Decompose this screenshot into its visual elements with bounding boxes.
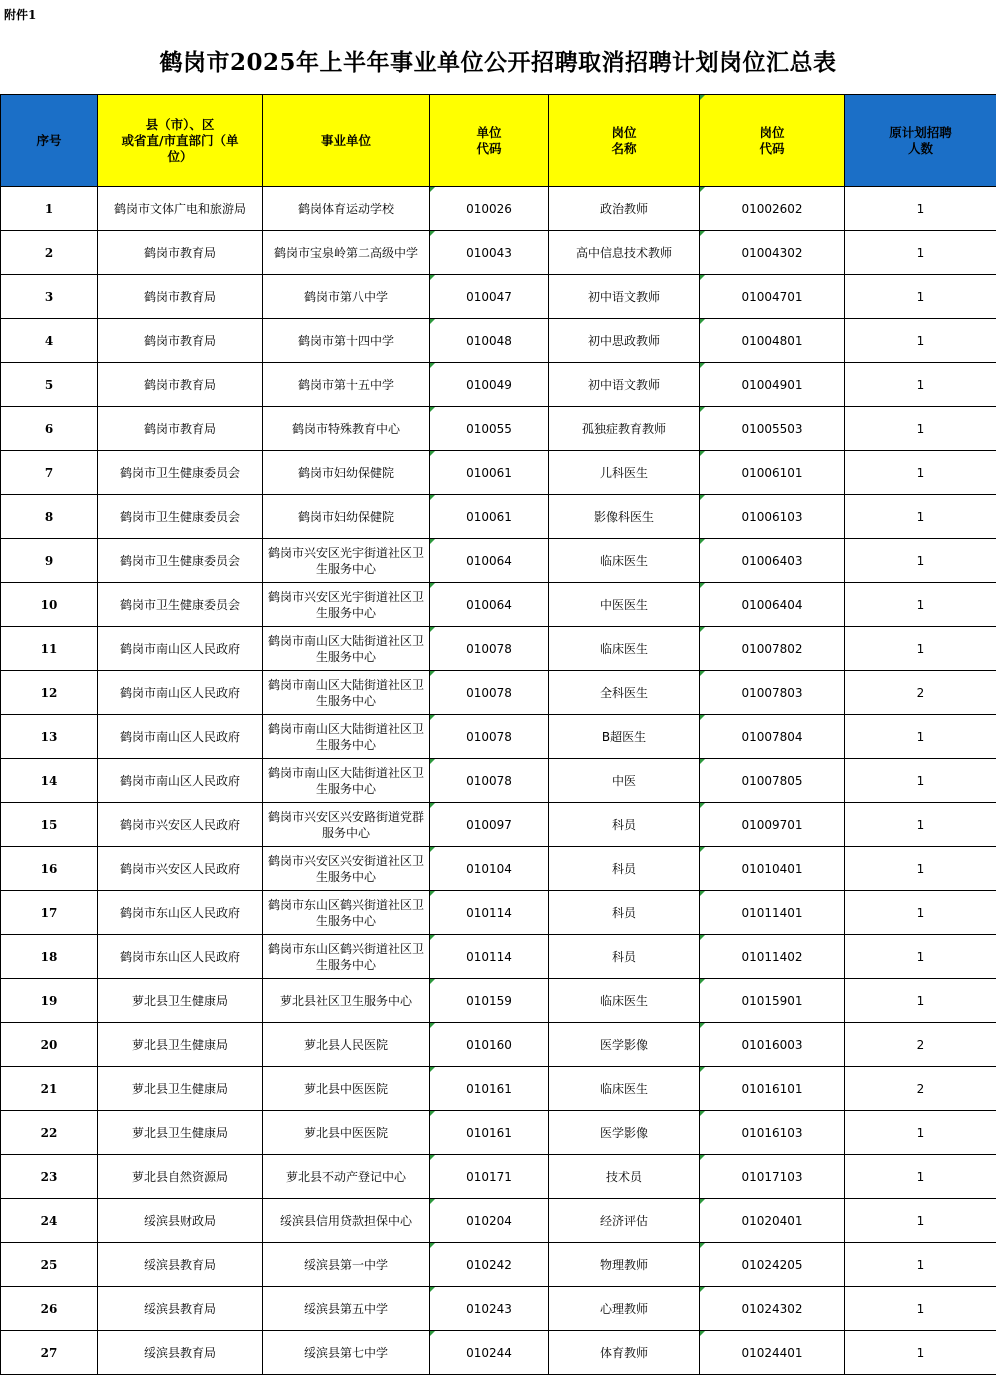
row-unit: 萝北县人民医院 — [263, 1023, 430, 1067]
table-row — [1, 759, 996, 803]
row-unit-code: 010043 — [430, 231, 549, 275]
row-planned: 1 — [845, 1199, 996, 1243]
row-unit-code: 010049 — [430, 363, 549, 407]
row-unit-code: 010161 — [430, 1067, 549, 1111]
row-planned: 1 — [845, 803, 996, 847]
row-unit: 鹤岗市兴安区兴安路街道党群服务中心 — [263, 803, 430, 847]
row-index: 12 — [1, 671, 98, 715]
table-row — [1, 847, 996, 891]
row-planned: 1 — [845, 847, 996, 891]
row-post-name: 临床医生 — [549, 627, 700, 671]
row-planned: 1 — [845, 319, 996, 363]
row-post-name: 初中思政教师 — [549, 319, 700, 363]
row-post-code: 01006103 — [700, 495, 845, 539]
row-unit: 鹤岗市南山区大陆街道社区卫生服务中心 — [263, 715, 430, 759]
row-unit: 萝北县中医医院 — [263, 1067, 430, 1111]
row-index: 2 — [1, 231, 98, 275]
row-index: 27 — [1, 1331, 98, 1375]
row-post-code: 01007804 — [700, 715, 845, 759]
row-post-code: 01007802 — [700, 627, 845, 671]
table-row — [1, 495, 996, 539]
row-post-code: 01004901 — [700, 363, 845, 407]
row-department: 鹤岗市兴安区人民政府 — [98, 847, 263, 891]
table-row — [1, 1287, 996, 1331]
row-post-name: 科员 — [549, 891, 700, 935]
row-post-name: 初中语文教师 — [549, 275, 700, 319]
row-unit-code: 010097 — [430, 803, 549, 847]
row-index: 24 — [1, 1199, 98, 1243]
attachment-label: 附件1 — [4, 8, 37, 22]
table-row — [1, 319, 996, 363]
row-unit-code: 010048 — [430, 319, 549, 363]
header-unit: 事业单位 — [263, 95, 430, 187]
row-unit: 鹤岗市兴安区光宇街道社区卫生服务中心 — [263, 583, 430, 627]
row-department: 鹤岗市卫生健康委员会 — [98, 539, 263, 583]
row-unit: 萝北县中医医院 — [263, 1111, 430, 1155]
row-department: 萝北县卫生健康局 — [98, 1023, 263, 1067]
row-index: 3 — [1, 275, 98, 319]
row-post-code: 01015901 — [700, 979, 845, 1023]
row-post-name: 中医 — [549, 759, 700, 803]
positions-table — [0, 94, 996, 1375]
row-post-name: 全科医生 — [549, 671, 700, 715]
row-department: 鹤岗市卫生健康委员会 — [98, 495, 263, 539]
row-index: 1 — [1, 187, 98, 231]
row-post-name: 初中语文教师 — [549, 363, 700, 407]
row-planned: 1 — [845, 979, 996, 1023]
row-planned: 1 — [845, 759, 996, 803]
row-post-name: 心理教师 — [549, 1287, 700, 1331]
row-department: 鹤岗市卫生健康委员会 — [98, 451, 263, 495]
header-unit-code: 单位 代码 — [430, 95, 549, 187]
row-post-name: 物理教师 — [549, 1243, 700, 1287]
row-post-code: 01024302 — [700, 1287, 845, 1331]
row-index: 21 — [1, 1067, 98, 1111]
table-row — [1, 539, 996, 583]
row-post-code: 01007803 — [700, 671, 845, 715]
row-department: 鹤岗市南山区人民政府 — [98, 759, 263, 803]
row-unit-code: 010114 — [430, 935, 549, 979]
row-department: 萝北县自然资源局 — [98, 1155, 263, 1199]
row-department: 鹤岗市文体广电和旅游局 — [98, 187, 263, 231]
row-planned: 1 — [845, 231, 996, 275]
table-row — [1, 1111, 996, 1155]
row-unit-code: 010078 — [430, 671, 549, 715]
row-department: 鹤岗市南山区人民政府 — [98, 715, 263, 759]
row-planned: 1 — [845, 583, 996, 627]
row-post-code: 01009701 — [700, 803, 845, 847]
row-planned: 1 — [845, 1111, 996, 1155]
row-planned: 1 — [845, 407, 996, 451]
row-planned: 1 — [845, 275, 996, 319]
row-post-code: 01005503 — [700, 407, 845, 451]
row-planned: 1 — [845, 451, 996, 495]
row-unit: 鹤岗市兴安区兴安街道社区卫生服务中心 — [263, 847, 430, 891]
row-post-code: 01010401 — [700, 847, 845, 891]
row-unit-code: 010160 — [430, 1023, 549, 1067]
table-row — [1, 1067, 996, 1111]
table-row — [1, 187, 996, 231]
row-unit-code: 010078 — [430, 627, 549, 671]
row-index: 13 — [1, 715, 98, 759]
row-department: 鹤岗市兴安区人民政府 — [98, 803, 263, 847]
row-planned: 1 — [845, 495, 996, 539]
row-department: 鹤岗市教育局 — [98, 407, 263, 451]
row-post-code: 01011402 — [700, 935, 845, 979]
row-post-name: 科员 — [549, 935, 700, 979]
row-unit: 鹤岗市东山区鹤兴街道社区卫生服务中心 — [263, 891, 430, 935]
row-post-name: 医学影像 — [549, 1111, 700, 1155]
table-row — [1, 275, 996, 319]
row-post-name: 高中信息技术教师 — [549, 231, 700, 275]
row-index: 9 — [1, 539, 98, 583]
row-unit-code: 010244 — [430, 1331, 549, 1375]
header-planned: 原计划招聘 人数 — [845, 95, 996, 187]
row-department: 鹤岗市东山区人民政府 — [98, 891, 263, 935]
row-index: 8 — [1, 495, 98, 539]
row-post-code: 01016003 — [700, 1023, 845, 1067]
header-post-name: 岗位 名称 — [549, 95, 700, 187]
row-index: 18 — [1, 935, 98, 979]
row-unit-code: 010061 — [430, 451, 549, 495]
row-unit-code: 010078 — [430, 715, 549, 759]
row-department: 鹤岗市教育局 — [98, 363, 263, 407]
page-title: 鹤岗市2025年上半年事业单位公开招聘取消招聘计划岗位汇总表 — [159, 49, 837, 76]
row-post-name: 经济评估 — [549, 1199, 700, 1243]
row-post-code: 01011401 — [700, 891, 845, 935]
header-row — [1, 95, 996, 187]
row-post-code: 01020401 — [700, 1199, 845, 1243]
row-unit-code: 010114 — [430, 891, 549, 935]
row-unit-code: 010171 — [430, 1155, 549, 1199]
row-unit: 鹤岗市南山区大陆街道社区卫生服务中心 — [263, 627, 430, 671]
row-unit: 鹤岗市特殊教育中心 — [263, 407, 430, 451]
row-unit-code: 010204 — [430, 1199, 549, 1243]
row-unit: 鹤岗市妇幼保健院 — [263, 451, 430, 495]
row-post-code: 01007805 — [700, 759, 845, 803]
row-planned: 1 — [845, 187, 996, 231]
row-unit-code: 010055 — [430, 407, 549, 451]
row-index: 25 — [1, 1243, 98, 1287]
table-row — [1, 627, 996, 671]
header-index: 序号 — [1, 95, 98, 187]
table-row — [1, 231, 996, 275]
row-planned: 2 — [845, 671, 996, 715]
row-post-code: 01004302 — [700, 231, 845, 275]
row-index: 22 — [1, 1111, 98, 1155]
table-row — [1, 363, 996, 407]
row-index: 17 — [1, 891, 98, 935]
row-department: 鹤岗市卫生健康委员会 — [98, 583, 263, 627]
row-index: 10 — [1, 583, 98, 627]
row-department: 鹤岗市南山区人民政府 — [98, 627, 263, 671]
row-index: 5 — [1, 363, 98, 407]
row-post-code: 01016101 — [700, 1067, 845, 1111]
table-row — [1, 891, 996, 935]
row-unit: 鹤岗市南山区大陆街道社区卫生服务中心 — [263, 759, 430, 803]
table-row — [1, 1155, 996, 1199]
row-planned: 1 — [845, 935, 996, 979]
row-post-name: 临床医生 — [549, 539, 700, 583]
row-post-code: 01017103 — [700, 1155, 845, 1199]
row-index: 14 — [1, 759, 98, 803]
row-index: 23 — [1, 1155, 98, 1199]
row-unit-code: 010064 — [430, 583, 549, 627]
table-row — [1, 407, 996, 451]
row-planned: 1 — [845, 1243, 996, 1287]
row-post-name: 儿科医生 — [549, 451, 700, 495]
row-department: 鹤岗市南山区人民政府 — [98, 671, 263, 715]
row-unit: 绥滨县信用贷款担保中心 — [263, 1199, 430, 1243]
table-row — [1, 451, 996, 495]
row-post-name: 中医医生 — [549, 583, 700, 627]
row-planned: 1 — [845, 1287, 996, 1331]
row-department: 绥滨县教育局 — [98, 1243, 263, 1287]
header-post-code: 岗位 代码 — [700, 95, 845, 187]
row-unit: 鹤岗市东山区鹤兴街道社区卫生服务中心 — [263, 935, 430, 979]
row-unit-code: 010064 — [430, 539, 549, 583]
row-planned: 2 — [845, 1067, 996, 1111]
row-post-name: 政治教师 — [549, 187, 700, 231]
row-post-name: 孤独症教育教师 — [549, 407, 700, 451]
row-index: 20 — [1, 1023, 98, 1067]
row-post-name: 体育教师 — [549, 1331, 700, 1375]
row-planned: 2 — [845, 1023, 996, 1067]
row-planned: 1 — [845, 539, 996, 583]
row-department: 鹤岗市教育局 — [98, 319, 263, 363]
row-unit: 鹤岗市第十四中学 — [263, 319, 430, 363]
row-department: 绥滨县财政局 — [98, 1199, 263, 1243]
row-planned: 1 — [845, 1331, 996, 1375]
row-department: 鹤岗市教育局 — [98, 275, 263, 319]
table-row — [1, 935, 996, 979]
table-row — [1, 1331, 996, 1375]
table-row — [1, 803, 996, 847]
row-unit-code: 010161 — [430, 1111, 549, 1155]
row-unit: 鹤岗市第十五中学 — [263, 363, 430, 407]
row-unit: 绥滨县第七中学 — [263, 1331, 430, 1375]
row-unit: 鹤岗市兴安区光宇街道社区卫生服务中心 — [263, 539, 430, 583]
row-post-name: 科员 — [549, 803, 700, 847]
row-unit-code: 010159 — [430, 979, 549, 1023]
row-index: 11 — [1, 627, 98, 671]
row-department: 萝北县卫生健康局 — [98, 1111, 263, 1155]
row-planned: 1 — [845, 891, 996, 935]
row-post-name: 临床医生 — [549, 1067, 700, 1111]
row-department: 绥滨县教育局 — [98, 1331, 263, 1375]
table-row — [1, 671, 996, 715]
header-department: 县（市）、区 或省直/市直部门（单 位） — [98, 95, 263, 187]
row-department: 萝北县卫生健康局 — [98, 1067, 263, 1111]
row-department: 鹤岗市教育局 — [98, 231, 263, 275]
row-unit: 萝北县不动产登记中心 — [263, 1155, 430, 1199]
table-row — [1, 979, 996, 1023]
row-unit: 鹤岗市第八中学 — [263, 275, 430, 319]
row-unit: 绥滨县第五中学 — [263, 1287, 430, 1331]
table-row — [1, 1243, 996, 1287]
row-post-code: 01006101 — [700, 451, 845, 495]
row-post-code: 01024401 — [700, 1331, 845, 1375]
row-planned: 1 — [845, 715, 996, 759]
row-unit-code: 010078 — [430, 759, 549, 803]
table-row — [1, 715, 996, 759]
row-post-name: 医学影像 — [549, 1023, 700, 1067]
row-department: 鹤岗市东山区人民政府 — [98, 935, 263, 979]
row-unit: 鹤岗市宝泉岭第二高级中学 — [263, 231, 430, 275]
row-planned: 1 — [845, 627, 996, 671]
table-row — [1, 1199, 996, 1243]
row-unit: 绥滨县第一中学 — [263, 1243, 430, 1287]
table-row — [1, 583, 996, 627]
row-post-name: 科员 — [549, 847, 700, 891]
row-post-code: 01016103 — [700, 1111, 845, 1155]
row-planned: 1 — [845, 363, 996, 407]
row-post-code: 01004701 — [700, 275, 845, 319]
row-post-code: 01004801 — [700, 319, 845, 363]
row-post-code: 01002602 — [700, 187, 845, 231]
row-index: 4 — [1, 319, 98, 363]
row-index: 15 — [1, 803, 98, 847]
row-unit: 鹤岗市南山区大陆街道社区卫生服务中心 — [263, 671, 430, 715]
row-index: 6 — [1, 407, 98, 451]
row-unit-code: 010243 — [430, 1287, 549, 1331]
row-unit-code: 010026 — [430, 187, 549, 231]
row-unit: 鹤岗市妇幼保健院 — [263, 495, 430, 539]
row-unit-code: 010242 — [430, 1243, 549, 1287]
row-index: 19 — [1, 979, 98, 1023]
row-planned: 1 — [845, 1155, 996, 1199]
row-index: 16 — [1, 847, 98, 891]
row-unit-code: 010104 — [430, 847, 549, 891]
row-unit: 鹤岗体育运动学校 — [263, 187, 430, 231]
row-post-code: 01006403 — [700, 539, 845, 583]
row-post-code: 01024205 — [700, 1243, 845, 1287]
row-index: 26 — [1, 1287, 98, 1331]
row-post-name: 技术员 — [549, 1155, 700, 1199]
table-row — [1, 1023, 996, 1067]
row-post-name: 临床医生 — [549, 979, 700, 1023]
row-unit: 萝北县社区卫生服务中心 — [263, 979, 430, 1023]
row-department: 萝北县卫生健康局 — [98, 979, 263, 1023]
row-unit-code: 010047 — [430, 275, 549, 319]
row-department: 绥滨县教育局 — [98, 1287, 263, 1331]
row-post-name: 影像科医生 — [549, 495, 700, 539]
row-unit-code: 010061 — [430, 495, 549, 539]
row-post-name: B超医生 — [549, 715, 700, 759]
row-index: 7 — [1, 451, 98, 495]
row-post-code: 01006404 — [700, 583, 845, 627]
